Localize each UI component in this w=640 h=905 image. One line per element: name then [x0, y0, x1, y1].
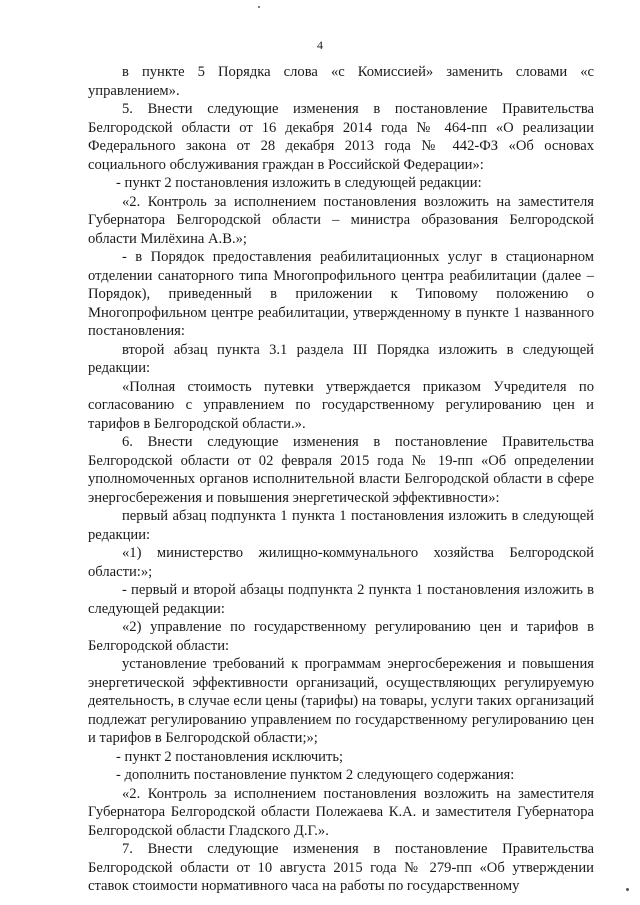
paragraph: установление требований к программам энергосбережения и повышения энергетической эффективности организаций, осуществляющих регулируемую деятельность, в случае если цены (тарифы) на товары, услуги таких организаций подлежат регулированию управлением по государственному регулированию цен и тарифов в Белгородской области;»; — [88, 656, 594, 746]
paragraph: «2) управление по государственному регулированию цен и тарифов в Белгородской области: — [88, 619, 594, 654]
paragraph: «2. Контроль за исполнением постановления возложить на заместителя Губернатора Белгородской области Полежаева К.А. и заместителя Губернатора Белгородской области Гладского Д.Г.». — [88, 785, 594, 839]
document-body — [88, 63, 594, 896]
paragraph: первый абзац подпункта 1 пункта 1 постановления изложить в следующей редакции: — [88, 508, 594, 543]
paragraph: 6. Внести следующие изменения в постановление Правительства Белгородской области от 02 февраля 2015 года № 19-пп «Об определении уполномоченных органов исполнительной власти Белгородской области в сфере энергосбережения и повышения энергетической эффективности»: — [88, 434, 594, 506]
paragraph: - первый и второй абзацы подпункта 2 пункта 1 постановления изложить в следующей редакции: — [88, 582, 594, 617]
paragraph: - дополнить постановление пунктом 2 следующего содержания: — [116, 767, 515, 783]
paragraph: в пункте 5 Порядка слова «с Комиссией» заменить словами «с управлением». — [88, 64, 594, 99]
paragraph: «Полная стоимость путевки утверждается приказом Учредителя по согласованию с управлением по государственному регулированию цен и тарифов в Белгородской области.». — [88, 378, 594, 432]
paragraph: второй абзац пункта 3.1 раздела III Порядка изложить в следующей редакции: — [88, 341, 594, 376]
paragraph: 7. Внести следующие изменения в постановление Правительства Белгородской области от 10 августа 2015 года № 279-пп «Об утверждении ставок стоимости нормативного часа на работы по государственному — [88, 841, 594, 894]
page-number: 4 — [317, 38, 323, 52]
scan-speck — [258, 6, 260, 8]
paragraph: - пункт 2 постановления исключить; — [116, 748, 344, 765]
paragraph: - пункт 2 постановления изложить в следующей редакции: — [116, 175, 482, 191]
paragraph: 5. Внести следующие изменения в постановление Правительства Белгородской области от 16 декабря 2014 года № 464-пп «О реализации Федерального закона от 28 декабря 2013 года № 442-ФЗ «Об основах социального обслуживания граждан в Российской Федерации»: — [88, 101, 594, 173]
paragraph: «1) министерство жилищно-коммунального хозяйства Белгородской области:»; — [88, 545, 594, 580]
scan-speck — [626, 888, 629, 891]
paragraph: «2. Контроль за исполнением постановления возложить на заместителя Губернатора Белгородской области – министра образования Белгородской области Милёхина А.В.»; — [88, 193, 594, 247]
paragraph: - в Порядок предоставления реабилитационных услуг в стационарном отделении санаторного типа Многопрофильного центра реабилитации (далее – Порядок), приведенный в приложении к Типовому положению о Многопрофильном центре реабилитации, утвержденному в пункте 1 названного постановления: — [88, 249, 594, 339]
